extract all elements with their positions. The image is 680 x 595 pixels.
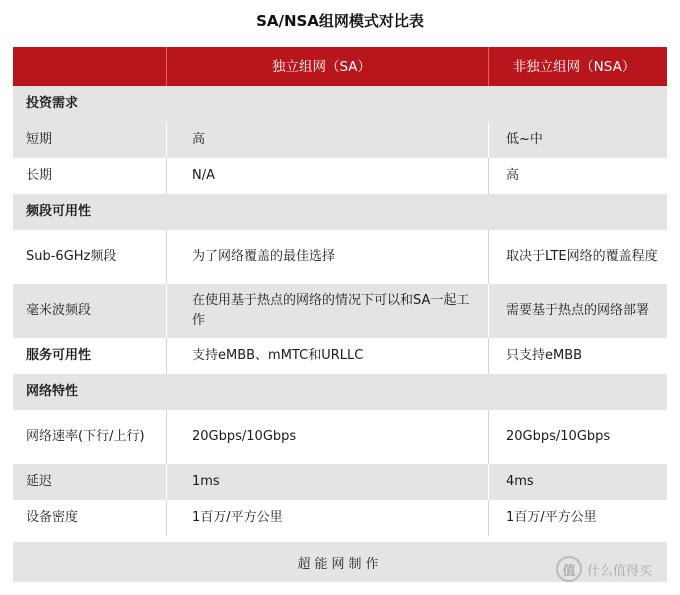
comparison-table (13, 47, 667, 536)
section-row-spectrum (13, 194, 667, 230)
sa-value: 为了网络覆盖的最佳选择 (166, 230, 488, 284)
header-cell-empty (13, 47, 166, 86)
row-label: 网络速率(下行/上行) (26, 429, 145, 444)
nsa-value: 低~中 (488, 122, 667, 158)
section-label: 频段可用性 (26, 204, 92, 219)
nsa-value: 高 (488, 158, 667, 194)
table-title: SA/NSA组网模式对比表 (256, 12, 424, 30)
header-cell-nsa: 非独立组网（NSA） (488, 47, 667, 86)
sa-value: 高 (166, 122, 488, 158)
row-label: 长期 (26, 168, 53, 183)
table-row (13, 158, 667, 194)
watermark (556, 554, 652, 584)
sa-value: 在使用基于热点的网络的情况下可以和SA一起工作 (166, 284, 488, 338)
row-label: 设备密度 (26, 510, 79, 525)
table-header-row (13, 47, 667, 86)
watermark-text: 什么值得买 (587, 563, 653, 579)
table-row (13, 464, 667, 500)
nsa-value: 1百万/平方公里 (488, 500, 667, 536)
table-row (13, 230, 667, 284)
nsa-value: 4ms (488, 464, 667, 500)
section-row-investment (13, 86, 667, 122)
table-row (13, 500, 667, 536)
nsa-value: 需要基于热点的网络部署 (488, 284, 667, 338)
watermark-logo-icon: 值 (556, 556, 582, 582)
table-row-service (13, 338, 667, 374)
row-label: 延迟 (26, 474, 53, 489)
sa-value: 1ms (166, 464, 488, 500)
sa-value: 1百万/平方公里 (166, 500, 488, 536)
sa-value: 20Gbps/10Gbps (166, 410, 488, 464)
nsa-value: 取决于LTE网络的覆盖程度 (488, 230, 667, 284)
sa-value: N/A (166, 158, 488, 194)
nsa-value: 20Gbps/10Gbps (488, 410, 667, 464)
section-label: 投资需求 (26, 96, 79, 111)
row-label: Sub-6GHz频段 (26, 249, 117, 264)
sa-value: 支持eMBB、mMTC和URLLC (166, 338, 488, 374)
credit-footer: 超能网制作 (13, 542, 667, 582)
row-label: 短期 (26, 132, 53, 147)
table-row (13, 122, 667, 158)
header-cell-sa: 独立组网（SA） (166, 47, 488, 86)
nsa-value: 只支持eMBB (488, 338, 667, 374)
section-row-network (13, 374, 667, 410)
row-label: 服务可用性 (26, 348, 92, 363)
row-label: 毫米波频段 (26, 303, 92, 318)
section-label: 网络特性 (26, 384, 79, 399)
table-row (13, 410, 667, 464)
table-row (13, 284, 667, 338)
